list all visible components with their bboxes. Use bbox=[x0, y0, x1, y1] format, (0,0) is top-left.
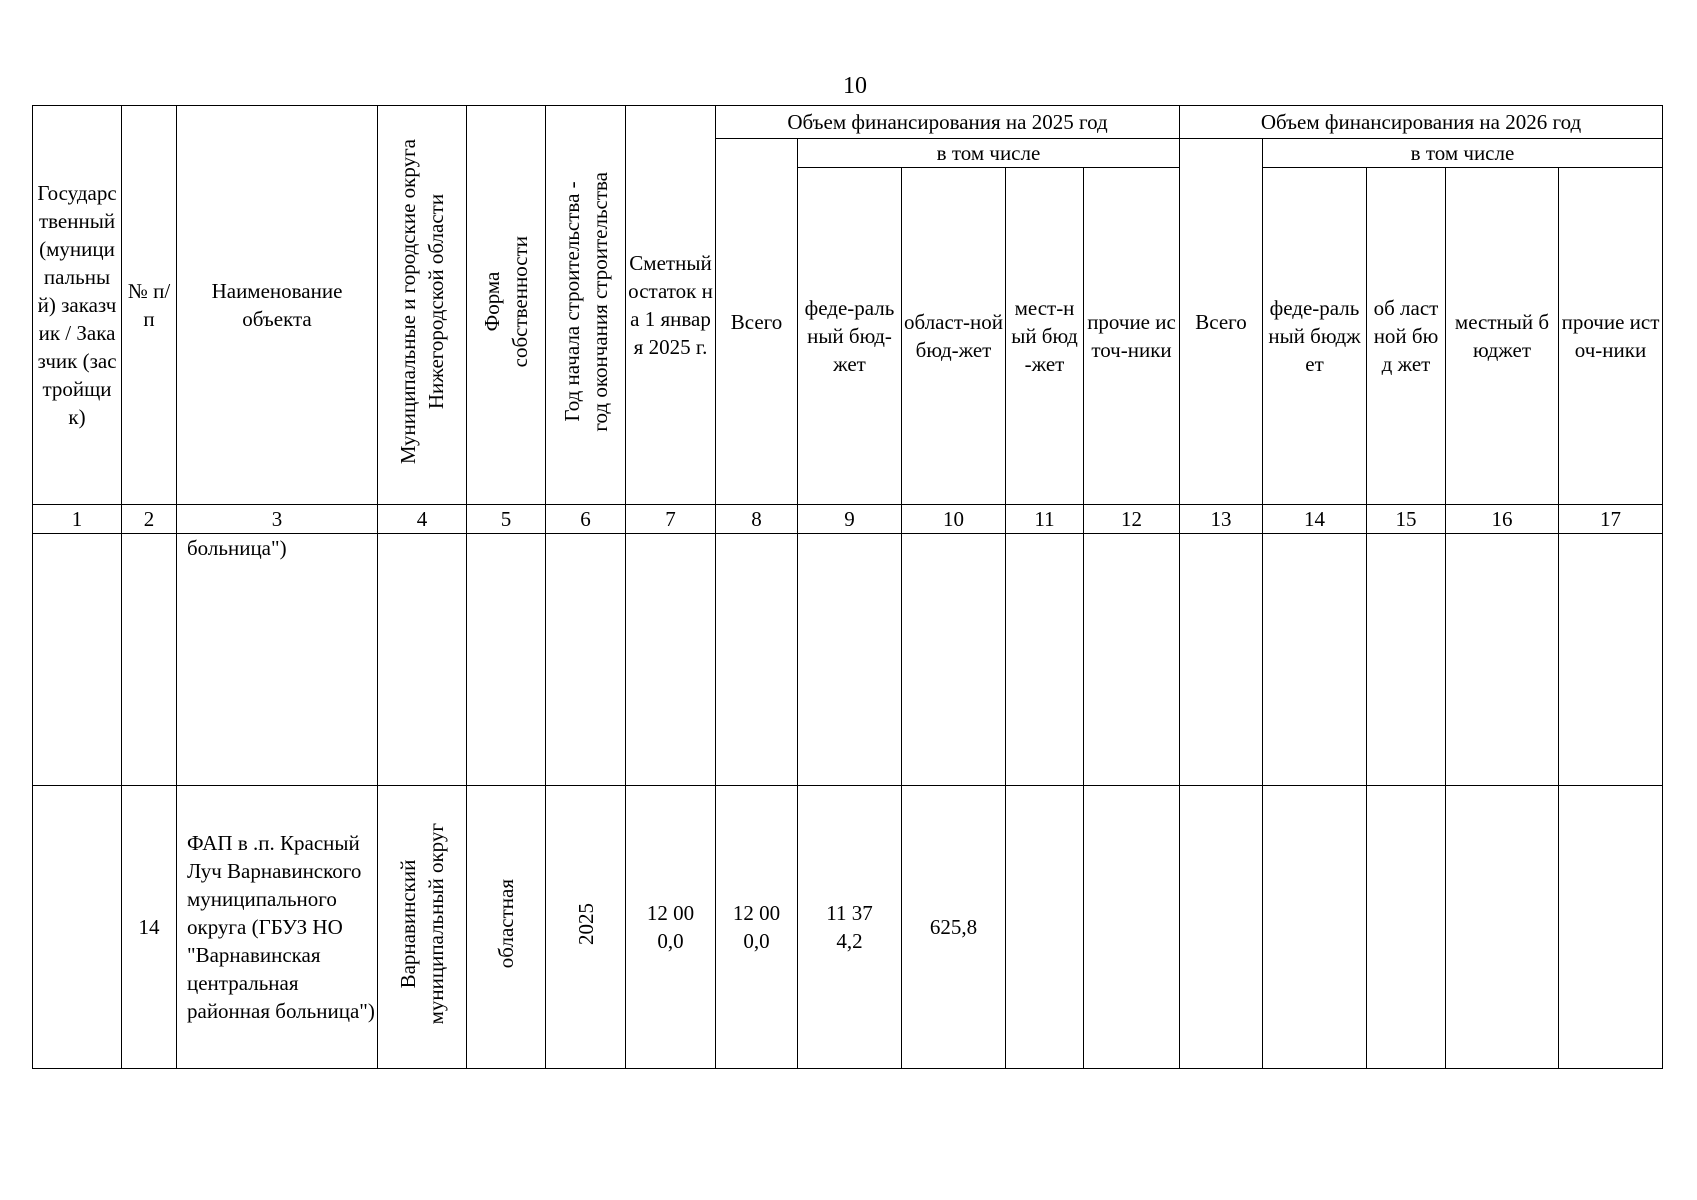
column-number: 5 bbox=[467, 505, 546, 534]
cell-district: Варнавинский муниципальный округ bbox=[378, 786, 467, 1069]
header-district: Муниципальные и городские округа Нижегородской области bbox=[378, 106, 467, 505]
header-object-name: Наименование объекта bbox=[177, 106, 378, 505]
column-number: 2 bbox=[122, 505, 177, 534]
cell-customer bbox=[33, 534, 122, 786]
cell-ownership bbox=[467, 534, 546, 786]
cell-estimate-remainder: 12 000,0 bbox=[626, 786, 716, 1069]
cell-other-2025 bbox=[1084, 786, 1180, 1069]
header-local-2025: мест-ный бюд-жет bbox=[1006, 168, 1084, 505]
header-regional-2025: област-ной бюд-жет bbox=[902, 168, 1006, 505]
column-number: 15 bbox=[1367, 505, 1446, 534]
header-years: Год начала строительства - год окончания строительства bbox=[546, 106, 626, 505]
cell-estimate-remainder bbox=[626, 534, 716, 786]
cell-local-2026 bbox=[1446, 786, 1559, 1069]
header-federal-2026: феде-раль ный бюджет bbox=[1263, 168, 1367, 505]
cell-regional-2026 bbox=[1367, 786, 1446, 1069]
column-number: 17 bbox=[1559, 505, 1663, 534]
cell-regional-2025 bbox=[902, 534, 1006, 786]
header-local-2026: местный бюджет bbox=[1446, 168, 1559, 505]
cell-federal-2026 bbox=[1263, 786, 1367, 1069]
header-ownership: Форма собственности bbox=[467, 106, 546, 505]
cell-local-2025 bbox=[1006, 786, 1084, 1069]
column-number-row bbox=[33, 505, 1663, 534]
header-customer: Государственный (муниципальный) заказчик / Заказчик (застройщик) bbox=[33, 106, 122, 505]
header-number: № п/п bbox=[122, 106, 177, 505]
column-number: 1 bbox=[33, 505, 122, 534]
cell-local-2025 bbox=[1006, 534, 1084, 786]
cell-years: 2025 bbox=[546, 786, 626, 1069]
table-row bbox=[33, 534, 1663, 786]
cell-object-name: ФАП в .п. Красный Луч Варнавинского муниципального округа (ГБУЗ НО "Варнавинская центральная районная больница") bbox=[177, 786, 378, 1069]
header-total-2026: Всего bbox=[1180, 139, 1263, 505]
cell-federal-2026 bbox=[1263, 534, 1367, 786]
column-number: 9 bbox=[798, 505, 902, 534]
cell-other-2026 bbox=[1559, 534, 1663, 786]
column-number: 8 bbox=[716, 505, 798, 534]
cell-regional-2025: 625,8 bbox=[902, 786, 1006, 1069]
cell-local-2026 bbox=[1446, 534, 1559, 786]
column-number: 12 bbox=[1084, 505, 1180, 534]
cell-regional-2026 bbox=[1367, 534, 1446, 786]
cell-federal-2025 bbox=[798, 534, 902, 786]
cell-number bbox=[122, 534, 177, 786]
header-group-2025: Объем финансирования на 2025 год bbox=[716, 106, 1180, 139]
header-including-2025: в том числе bbox=[798, 139, 1180, 168]
cell-years bbox=[546, 534, 626, 786]
cell-federal-2025: 11 374,2 bbox=[798, 786, 902, 1069]
header-other-2025: прочие источ-ники bbox=[1084, 168, 1180, 505]
cell-other-2025 bbox=[1084, 534, 1180, 786]
header-group-2026: Объем финансирования на 2026 год bbox=[1180, 106, 1663, 139]
cell-object-name: больница") bbox=[177, 534, 378, 786]
column-number: 4 bbox=[378, 505, 467, 534]
cell-customer bbox=[33, 786, 122, 1069]
column-number: 13 bbox=[1180, 505, 1263, 534]
column-number: 6 bbox=[546, 505, 626, 534]
column-number: 14 bbox=[1263, 505, 1367, 534]
cell-total-2026 bbox=[1180, 786, 1263, 1069]
cell-district bbox=[378, 534, 467, 786]
column-number: 3 bbox=[177, 505, 378, 534]
header-federal-2025: феде-раль ный бюд-жет bbox=[798, 168, 902, 505]
header-including-2026: в том числе bbox=[1263, 139, 1663, 168]
column-number: 7 bbox=[626, 505, 716, 534]
column-number: 10 bbox=[902, 505, 1006, 534]
cell-other-2026 bbox=[1559, 786, 1663, 1069]
table-row bbox=[33, 786, 1663, 1069]
header-regional-2026: об ласт ной бюд жет bbox=[1367, 168, 1446, 505]
cell-total-2025 bbox=[716, 534, 798, 786]
column-number: 16 bbox=[1446, 505, 1559, 534]
header-estimate-remainder: Сметный остаток на 1 января 2025 г. bbox=[626, 106, 716, 505]
page-number: 10 bbox=[843, 73, 867, 99]
header-total-2025: Всего bbox=[716, 139, 798, 505]
column-number: 11 bbox=[1006, 505, 1084, 534]
cell-total-2026 bbox=[1180, 534, 1263, 786]
construction-financing-table bbox=[32, 105, 1663, 1069]
header-row-1 bbox=[33, 106, 1663, 139]
cell-number: 14 bbox=[122, 786, 177, 1069]
cell-ownership: областная bbox=[467, 786, 546, 1069]
header-other-2026: прочие источ-ники bbox=[1559, 168, 1663, 505]
cell-total-2025: 12 000,0 bbox=[716, 786, 798, 1069]
